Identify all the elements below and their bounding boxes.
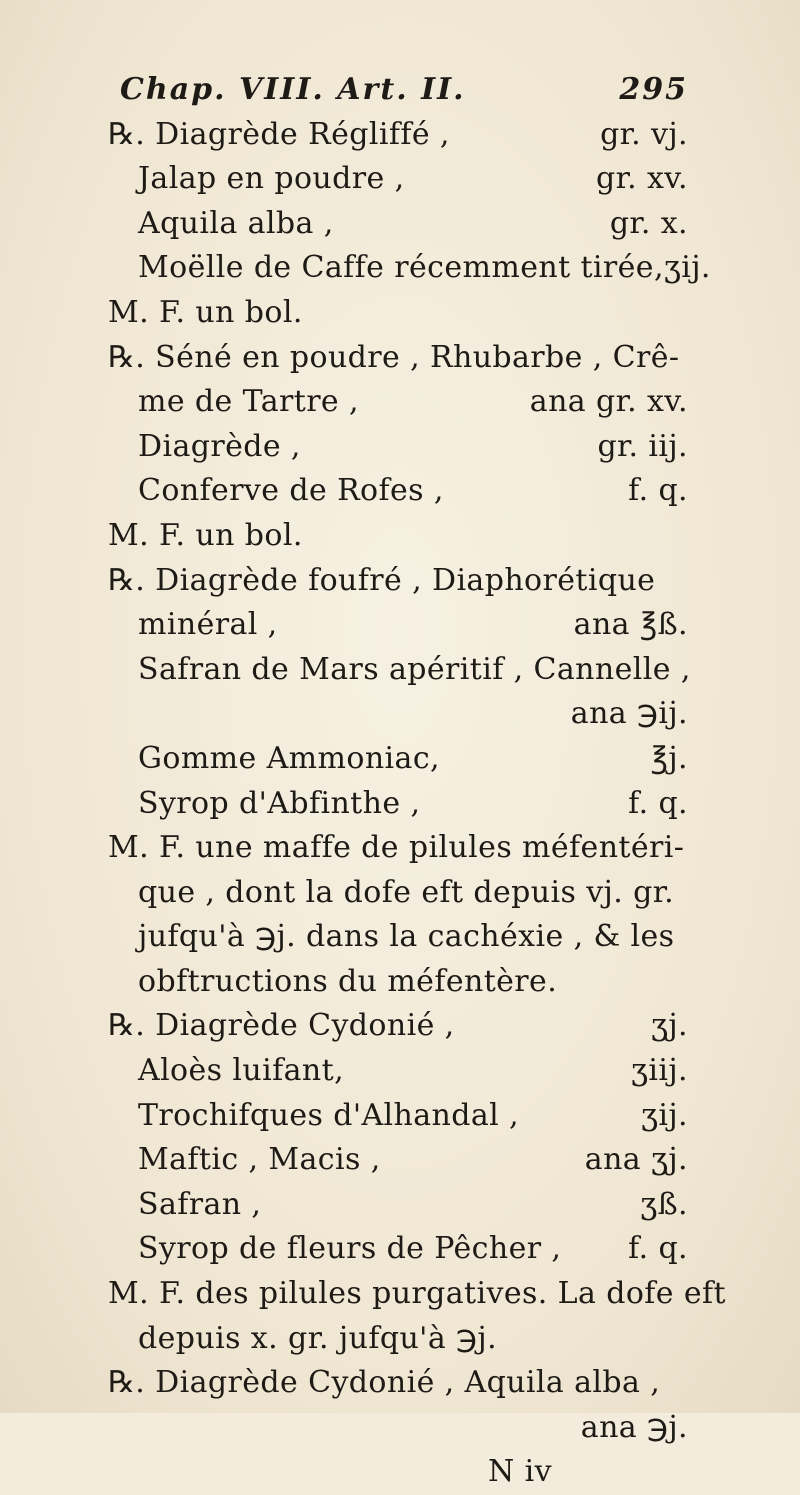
line-text: M. F. un bol.: [108, 294, 303, 330]
text-line: [108, 1138, 688, 1183]
text-line: [108, 380, 688, 425]
line-dose: f. q.: [628, 1231, 688, 1267]
line-dose: ʒj.: [651, 1008, 688, 1044]
text-line: [108, 425, 688, 470]
line-text: M. F. une maffe de pilules méfentéri-: [108, 830, 685, 866]
line-text: Aloès luifant,: [138, 1053, 345, 1089]
line-text: ℞. Diagrède Cydonié , Aquila alba ,: [108, 1365, 661, 1401]
text-line: [108, 1183, 688, 1228]
line-dose: ʒij.: [641, 1097, 688, 1133]
line-text: Syrop de fleurs de Pêcher ,: [138, 1231, 562, 1267]
line-dose: f. q.: [628, 473, 688, 509]
line-dose: ana ʒj.: [584, 1142, 688, 1178]
line-text: Trochifques d'Alhandal ,: [138, 1097, 520, 1133]
line-dose: gr. vj.: [600, 116, 688, 152]
line-text: Syrop d'Abfinthe ,: [138, 785, 421, 821]
text-line: [108, 1227, 688, 1272]
line-text: me de Tartre ,: [138, 384, 359, 420]
line-text: Gomme Ammoniac,: [138, 740, 440, 776]
text-line: [108, 826, 688, 871]
line-text: Conferve de Rofes ,: [138, 473, 444, 509]
line-dose: gr. iij.: [597, 428, 688, 464]
text-line: [108, 915, 688, 960]
line-dose: f. q.: [628, 785, 688, 821]
line-text: obftructions du méfentère.: [138, 963, 558, 999]
text-line: [108, 202, 688, 247]
text-line: [108, 1317, 688, 1362]
line-text: M. F. des pilules purgatives. La dofe eft: [108, 1276, 726, 1312]
text-line: [108, 469, 688, 514]
text-line: [108, 603, 688, 648]
text-line: [108, 1049, 688, 1094]
line-dose: ʒß.: [640, 1186, 688, 1222]
text-line: [108, 648, 691, 693]
text-line: [108, 246, 711, 291]
line-dose: ana gr. xv.: [529, 384, 688, 420]
text-line: [108, 291, 688, 336]
text-line: [108, 1361, 688, 1406]
line-text: M. F. un bol.: [108, 517, 303, 553]
running-title: Chap. VIII. Art. II.: [120, 72, 466, 107]
line-dose: gr. x.: [609, 205, 688, 241]
line-dose: ana ℥ß.: [573, 607, 688, 643]
line-text: ℞. Diagrède foufré , Diaphorétique: [108, 562, 656, 598]
text-line: [108, 113, 688, 158]
text-line: [108, 782, 688, 827]
page-text: [108, 68, 726, 1495]
text-line: [108, 960, 688, 1005]
line-dose: ℥j.: [650, 740, 688, 776]
line-dose: gr. xv.: [596, 161, 688, 197]
line-text: Maftic , Macis ,: [138, 1142, 381, 1178]
line-dose: ana ℈ij.: [570, 696, 688, 732]
line-text: ℞. Diagrède Régliffé ,: [108, 116, 450, 152]
line-dose: ana ℈j.: [580, 1409, 688, 1445]
text-line: [108, 692, 688, 737]
running-header: [108, 68, 688, 113]
text-line: [108, 737, 688, 782]
text-line: [108, 871, 688, 916]
line-text: depuis x. gr. jufqu'à ℈j.: [138, 1320, 498, 1356]
line-text: Safran de Mars apéritif , Cannelle ,: [138, 651, 691, 687]
line-text: que , dont la dofe eft depuis vj. gr.: [138, 874, 675, 910]
text-line: [108, 336, 688, 381]
text-line: [108, 157, 688, 202]
text-line: [108, 1094, 688, 1139]
text-line: [108, 1004, 688, 1049]
line-text: Moëlle de Caffe récemment tirée,ʒij.: [138, 250, 711, 286]
line-text: ℞. Diagrède Cydonié ,: [108, 1008, 455, 1044]
line-dose: ʒiij.: [631, 1053, 688, 1089]
text-line: [108, 1272, 726, 1317]
signature-mark: N iv: [488, 1454, 552, 1490]
line-text: ℞. Séné en poudre , Rhubarbe , Crê-: [108, 339, 680, 375]
line-text: Aquila alba ,: [138, 205, 334, 241]
line-text: Safran ,: [138, 1186, 262, 1222]
page-number: 295: [619, 72, 688, 107]
signature-line: [108, 1450, 688, 1495]
line-text: Diagrède ,: [138, 428, 301, 464]
line-text: minéral ,: [138, 607, 278, 643]
text-line: [108, 514, 688, 559]
text-line: [108, 559, 688, 604]
line-text: jufqu'à ℈j. dans la cachéxie , & les: [138, 919, 675, 955]
line-text: Jalap en poudre ,: [138, 161, 405, 197]
